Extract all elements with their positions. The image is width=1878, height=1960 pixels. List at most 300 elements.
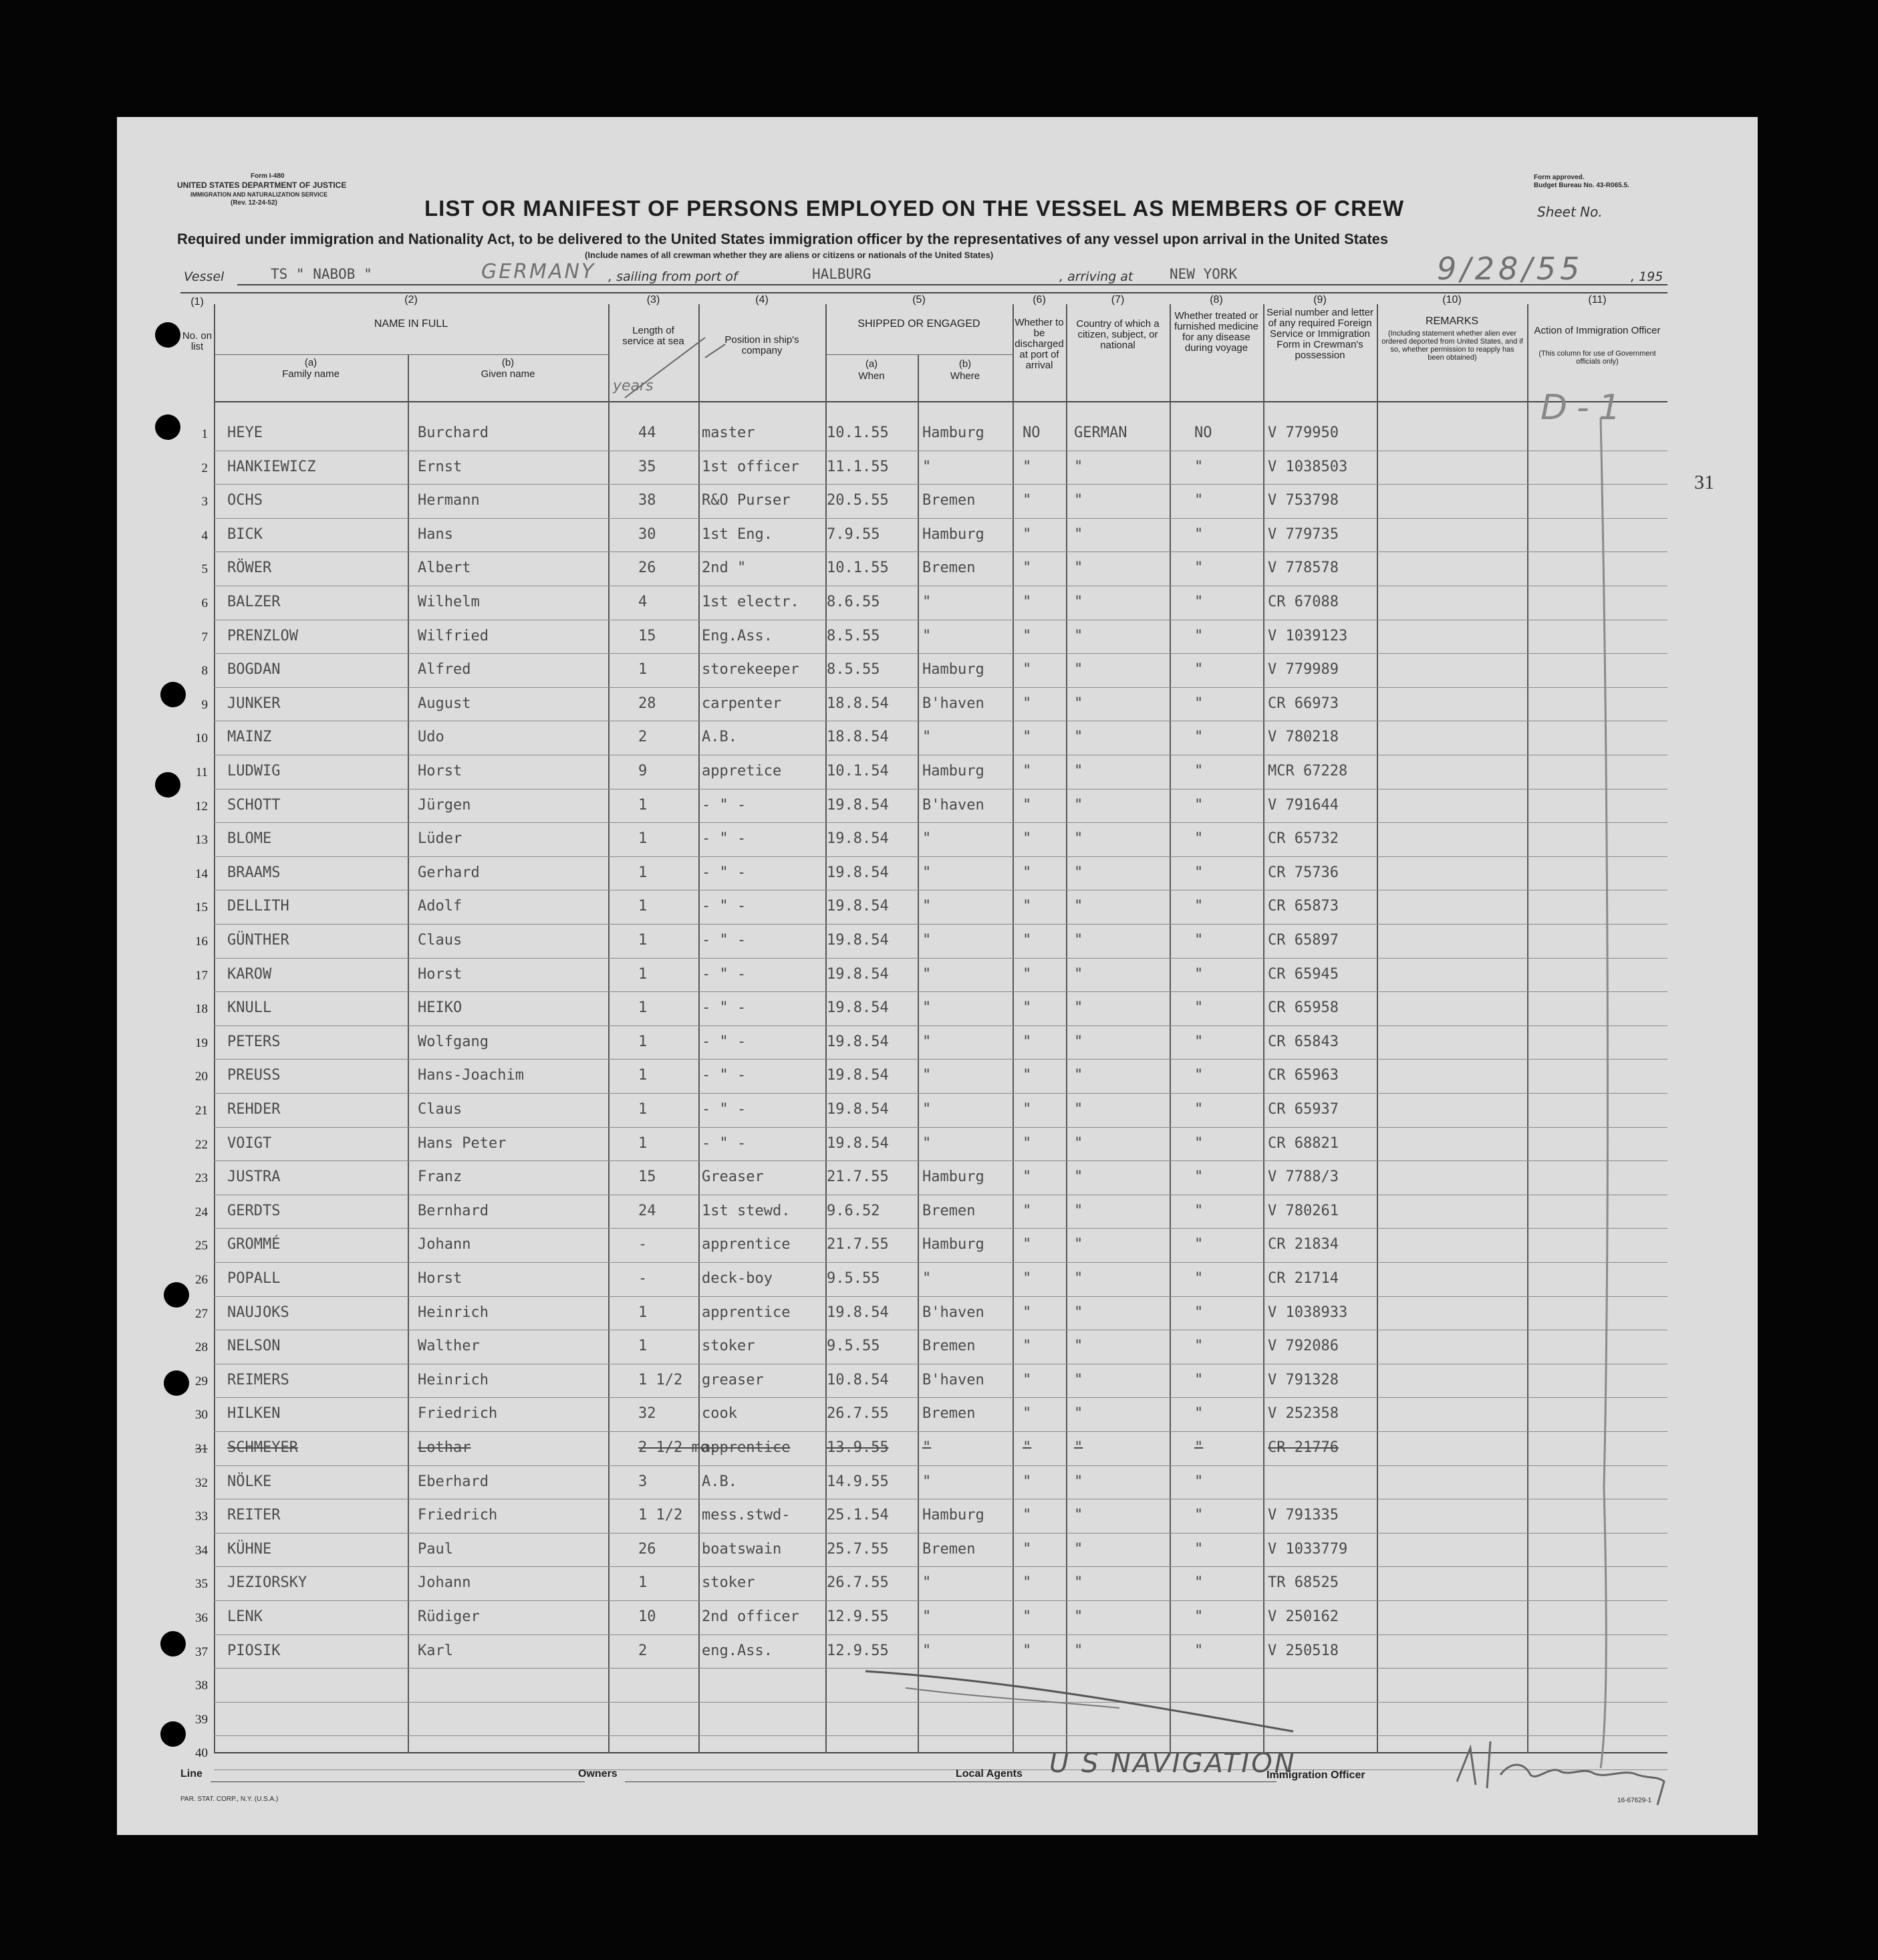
serial-number: CR 21714 (1268, 1270, 1339, 1287)
country: GERMAN (1074, 424, 1127, 441)
family-name: HEYE (227, 424, 263, 441)
service-length: 28 (638, 695, 656, 712)
family-name: NÖLKE (227, 1473, 272, 1490)
to-be-discharged: " (1023, 763, 1032, 779)
engaged-when: 19.8.54 (827, 932, 889, 949)
to-be-discharged: " (1023, 729, 1032, 746)
row-number: 36 (195, 1611, 208, 1625)
engaged-when: 12.9.55 (827, 1608, 889, 1625)
given-name: Rüdiger (418, 1608, 480, 1625)
service-length: 30 (638, 525, 656, 543)
given-name: Bernhard (418, 1202, 489, 1219)
header-action: Action of Immigration Officer (1534, 325, 1661, 336)
serial-number: CR 68821 (1268, 1134, 1339, 1152)
engaged-when: 19.8.54 (827, 965, 889, 983)
family-name: OCHS (227, 492, 263, 509)
to-be-discharged: " (1023, 864, 1032, 881)
col-num-6: (6) (1033, 294, 1046, 305)
engaged-where: " (922, 1134, 932, 1152)
treated-during-voyage: " (1194, 965, 1204, 983)
engaged-when: 7.9.55 (827, 525, 880, 543)
country: " (1074, 1169, 1083, 1186)
family-name: KAROW (227, 965, 272, 983)
treated-during-voyage: NO (1194, 424, 1212, 441)
departure-port: HALBURG (812, 266, 871, 282)
country: " (1074, 594, 1083, 610)
header-treated: Whether treated or furnished medicine for any disease during voyage (1174, 310, 1258, 354)
country: " (1074, 1405, 1083, 1423)
row-number: 5 (201, 562, 208, 577)
family-name: JUNKER (227, 695, 281, 712)
engaged-when: 13.9.55 (827, 1439, 889, 1456)
sailing-label: , sailing from port of (608, 269, 738, 284)
handwriting-strokes (117, 117, 1758, 1835)
form-subnote: (Include names of all crewman whether they are aliens or citizens or nationals of the United States) (585, 250, 994, 260)
treated-during-voyage: " (1194, 1608, 1204, 1625)
form-code: 16-67629-1 (1617, 1797, 1652, 1804)
treated-during-voyage: " (1194, 661, 1204, 679)
engaged-when: 8.5.55 (827, 661, 880, 679)
serial-number: V 1038933 (1268, 1304, 1348, 1321)
serial-number: CR 65873 (1268, 898, 1339, 915)
family-name: RÖWER (227, 560, 272, 577)
service-length: 3 (638, 1473, 648, 1490)
family-name: GÜNTHER (227, 932, 289, 949)
engaged-when: 10.1.55 (827, 424, 889, 441)
row-number: 31 (195, 1442, 208, 1456)
country: " (1074, 560, 1083, 577)
family-name: LENK (227, 1608, 263, 1625)
family-name: PIOSIK (227, 1642, 281, 1659)
header-discharged: Whether to be discharged at port of arrival (1015, 317, 1064, 371)
given-name: Heinrich (418, 1371, 489, 1388)
service-length: 4 (638, 594, 648, 610)
treated-during-voyage: " (1194, 898, 1204, 915)
treated-during-voyage: " (1194, 763, 1204, 779)
serial-number: V 778578 (1268, 560, 1339, 577)
country: " (1074, 1067, 1083, 1084)
serial-number: CR 65945 (1268, 965, 1339, 983)
engaged-where: Bremen (922, 492, 976, 509)
engaged-when: 19.8.54 (827, 999, 889, 1017)
engaged-when: 26.7.55 (827, 1574, 889, 1592)
position: - " - (702, 932, 747, 949)
col-num-11: (11) (1588, 294, 1607, 305)
given-name: Hermann (418, 492, 480, 509)
treated-during-voyage: " (1194, 932, 1204, 949)
given-name: Karl (418, 1642, 453, 1659)
treated-during-voyage: " (1194, 1270, 1204, 1287)
treated-during-voyage: " (1194, 560, 1204, 577)
position: apprentice (702, 1236, 791, 1253)
country: " (1074, 1101, 1083, 1118)
serial-number: V 779989 (1268, 661, 1339, 679)
to-be-discharged: " (1023, 627, 1032, 644)
family-name: JUSTRA (227, 1169, 281, 1186)
given-name: Wilfried (418, 627, 489, 644)
owners-label: Owners (578, 1768, 618, 1780)
service-length: 1 (638, 1304, 648, 1321)
punch-hole (155, 322, 180, 348)
country: " (1074, 1304, 1083, 1321)
row-number: 7 (201, 630, 208, 644)
engaged-when: 8.5.55 (827, 627, 880, 644)
engaged-where: " (922, 1608, 932, 1625)
engaged-where: " (922, 627, 932, 644)
row-number: 8 (201, 664, 208, 679)
to-be-discharged: " (1023, 525, 1032, 543)
given-name: Johann (418, 1574, 471, 1592)
country: " (1074, 1540, 1083, 1558)
to-be-discharged: " (1023, 830, 1032, 848)
row-number: 34 (195, 1543, 208, 1558)
line-label: Line (180, 1768, 203, 1780)
row-number: 35 (195, 1577, 208, 1592)
row-number: 38 (195, 1679, 208, 1693)
given-name: Johann (418, 1236, 471, 1253)
row-number: 21 (195, 1104, 208, 1118)
to-be-discharged: " (1023, 1169, 1032, 1186)
engaged-where: " (922, 864, 932, 881)
action-mark: D-1 (1540, 388, 1630, 428)
engaged-when: 10.1.54 (827, 763, 889, 779)
punch-hole (160, 1721, 186, 1747)
to-be-discharged: " (1023, 1067, 1032, 1084)
country: " (1074, 1338, 1083, 1355)
family-name: MAINZ (227, 729, 272, 746)
row-number: 39 (195, 1712, 208, 1727)
service-length: 1 1/2 (638, 1507, 683, 1524)
position: boatswain (702, 1540, 782, 1558)
serial-number: V 791328 (1268, 1371, 1339, 1388)
position: 1st officer (702, 458, 799, 475)
engaged-where: " (922, 965, 932, 983)
row-number: 4 (201, 528, 208, 543)
treated-during-voyage: " (1194, 796, 1204, 814)
header-when: When (858, 370, 885, 382)
family-name: SCHMEYER (227, 1439, 298, 1456)
to-be-discharged: " (1023, 1405, 1032, 1423)
country: " (1074, 1270, 1083, 1287)
header-name-in-full: NAME IN FULL (374, 318, 448, 330)
engaged-where: Bremen (922, 1540, 976, 1558)
position: - " - (702, 965, 747, 983)
margin-number: 31 (1694, 471, 1714, 493)
engaged-where: " (922, 1033, 932, 1050)
service-length: 26 (638, 560, 656, 577)
engaged-when: 19.8.54 (827, 864, 889, 881)
row-number: 3 (201, 495, 208, 509)
service-length: 38 (638, 492, 656, 509)
position: - " - (702, 864, 747, 881)
punch-hole (160, 682, 186, 707)
header-no-on-list: No. on list (182, 330, 213, 352)
engaged-where: " (922, 830, 932, 848)
header-length-of-service: Length of service at sea (622, 325, 684, 347)
treated-during-voyage: " (1194, 729, 1204, 746)
given-name: Jürgen (418, 796, 471, 814)
engaged-where: " (922, 999, 932, 1017)
to-be-discharged: " (1023, 999, 1032, 1017)
engaged-when: 19.8.54 (827, 1134, 889, 1152)
family-name: LUDWIG (227, 763, 281, 779)
position: Greaser (702, 1169, 764, 1186)
engaged-where: " (922, 729, 932, 746)
row-number: 12 (195, 799, 208, 814)
country: " (1074, 525, 1083, 543)
serial-number: V 791644 (1268, 796, 1339, 814)
country: " (1074, 898, 1083, 915)
col-num-2: (2) (404, 294, 418, 305)
service-length: 2 (638, 729, 648, 746)
engaged-when: 9.6.52 (827, 1202, 880, 1219)
engaged-when: 10.1.55 (827, 560, 889, 577)
position: - " - (702, 1033, 747, 1050)
service-length: 9 (638, 763, 648, 779)
engaged-when: 9.5.55 (827, 1270, 880, 1287)
treated-during-voyage: " (1194, 1202, 1204, 1219)
family-name: POPALL (227, 1270, 281, 1287)
treated-during-voyage: " (1194, 1304, 1204, 1321)
treated-during-voyage: " (1194, 1236, 1204, 1253)
given-name: Adolf (418, 898, 462, 915)
header-remarks: REMARKS (1425, 316, 1479, 327)
treated-during-voyage: " (1194, 1067, 1204, 1084)
engaged-when: 18.8.54 (827, 729, 889, 746)
engaged-where: " (922, 1642, 932, 1659)
to-be-discharged: " (1023, 1033, 1032, 1050)
form-number: Form I-480 (251, 172, 285, 180)
serial-number: CR 65897 (1268, 932, 1339, 949)
row-number: 13 (195, 833, 208, 848)
to-be-discharged: NO (1023, 424, 1041, 441)
given-name: Friedrich (418, 1507, 498, 1524)
country: " (1074, 999, 1083, 1017)
serial-number: V 791335 (1268, 1507, 1339, 1524)
to-be-discharged: " (1023, 1101, 1032, 1118)
given-name: Horst (418, 965, 462, 983)
family-name: REIMERS (227, 1371, 289, 1388)
country: " (1074, 627, 1083, 644)
serial-number: V 7788/3 (1268, 1169, 1339, 1186)
engaged-when: 19.8.54 (827, 1101, 889, 1118)
family-name: BOGDAN (227, 661, 281, 679)
country: " (1074, 458, 1083, 475)
serial-number: CR 65843 (1268, 1033, 1339, 1050)
given-name: Lothar (418, 1439, 471, 1456)
service-name: IMMIGRATION AND NATURALIZATION SERVICE (190, 191, 327, 198)
family-name: BLOME (227, 830, 272, 848)
country: " (1074, 695, 1083, 712)
service-length: 1 (638, 1033, 648, 1050)
to-be-discharged: " (1023, 1574, 1032, 1592)
given-name: Franz (418, 1169, 462, 1186)
family-name: KÜHNE (227, 1540, 272, 1558)
header-where: Where (950, 370, 980, 382)
to-be-discharged: " (1023, 1473, 1032, 1490)
to-be-discharged: " (1023, 492, 1032, 509)
given-name: Albert (418, 560, 471, 577)
treated-during-voyage: " (1194, 1574, 1204, 1592)
vessel-label: Vessel (184, 269, 225, 284)
row-number: 9 (201, 697, 208, 712)
position: eng.Ass. (702, 1642, 773, 1659)
service-length: 24 (638, 1202, 656, 1219)
position: greaser (702, 1371, 764, 1388)
header-given-letter: (b) (501, 357, 515, 368)
form-approved: Form approved. (1534, 174, 1585, 181)
serial-number: CR 21776 (1268, 1439, 1339, 1456)
position: - " - (702, 999, 747, 1017)
engaged-where: " (922, 1067, 932, 1084)
to-be-discharged: " (1023, 1371, 1032, 1388)
serial-number: CR 66973 (1268, 695, 1339, 712)
position: 2nd officer (702, 1608, 799, 1625)
col-num-3: (3) (646, 294, 660, 305)
country: " (1074, 1642, 1083, 1659)
engaged-when: 21.7.55 (827, 1236, 889, 1253)
service-length: 1 (638, 1067, 648, 1084)
punch-hole (160, 1631, 186, 1657)
treated-during-voyage: " (1194, 1033, 1204, 1050)
engaged-where: B'haven (922, 1304, 984, 1321)
col-num-7: (7) (1111, 294, 1125, 305)
engaged-when: 10.8.54 (827, 1371, 889, 1388)
position: Eng.Ass. (702, 627, 773, 644)
given-name: Ernst (418, 458, 462, 475)
row-number: 22 (195, 1137, 208, 1152)
treated-during-voyage: " (1194, 1507, 1204, 1524)
serial-number: CR 65958 (1268, 999, 1339, 1017)
treated-during-voyage: " (1194, 830, 1204, 848)
engaged-when: 12.9.55 (827, 1642, 889, 1659)
row-number: 20 (195, 1070, 208, 1084)
engaged-when: 25.1.54 (827, 1507, 889, 1524)
row-number: 10 (195, 731, 208, 746)
treated-during-voyage: " (1194, 1169, 1204, 1186)
serial-number: CR 67088 (1268, 594, 1339, 610)
given-name: Horst (418, 763, 462, 779)
to-be-discharged: " (1023, 1270, 1032, 1287)
position: stoker (702, 1574, 755, 1592)
position: - " - (702, 898, 747, 915)
service-length: 44 (638, 424, 656, 441)
service-length: 1 (638, 965, 648, 983)
treated-during-voyage: " (1194, 999, 1204, 1017)
row-number: 33 (195, 1509, 208, 1524)
position: stoker (702, 1338, 755, 1355)
to-be-discharged: " (1023, 1439, 1032, 1456)
to-be-discharged: " (1023, 898, 1032, 915)
treated-during-voyage: " (1194, 695, 1204, 712)
service-length: 2 1/2 mo. (638, 1439, 718, 1456)
serial-number: V 792086 (1268, 1338, 1339, 1355)
serial-number: CR 21834 (1268, 1236, 1339, 1253)
treated-during-voyage: " (1194, 1540, 1204, 1558)
row-number: 14 (195, 866, 208, 881)
given-name: Alfred (418, 661, 471, 679)
country: " (1074, 1202, 1083, 1219)
service-length: 1 (638, 661, 648, 679)
family-name: PRENZLOW (227, 627, 298, 644)
family-name: GROMMÉ (227, 1236, 281, 1253)
to-be-discharged: " (1023, 796, 1032, 814)
engaged-where: " (922, 458, 932, 475)
service-length: 1 (638, 1101, 648, 1118)
family-name: PETERS (227, 1033, 281, 1050)
budget-bureau: Budget Bureau No. 43-R065.5. (1534, 182, 1629, 189)
punch-hole (155, 414, 180, 440)
position: R&O Purser (702, 492, 791, 509)
engaged-where: Bremen (922, 1405, 976, 1423)
country: " (1074, 1134, 1083, 1152)
family-name: SCHOTT (227, 796, 281, 814)
vessel-name: TS " NABOB " (271, 266, 372, 282)
to-be-discharged: " (1023, 560, 1032, 577)
position: - " - (702, 1101, 747, 1118)
position: - " - (702, 1067, 747, 1084)
family-name: VOIGT (227, 1134, 272, 1152)
treated-during-voyage: " (1194, 1134, 1204, 1152)
manifest-sheet (117, 117, 1758, 1835)
country: " (1074, 492, 1083, 509)
row-number: 2 (201, 461, 208, 475)
arrival-date-handwritten: 9/28/55 (1437, 251, 1584, 287)
given-name: Wolfgang (418, 1033, 489, 1050)
serial-number: V 1039123 (1268, 627, 1348, 644)
to-be-discharged: " (1023, 1236, 1032, 1253)
serial-number: V 780261 (1268, 1202, 1339, 1219)
country: " (1074, 1608, 1083, 1625)
serial-number: V 250518 (1268, 1642, 1339, 1659)
row-number: 17 (195, 968, 208, 983)
serial-number: TR 68525 (1268, 1574, 1339, 1592)
treated-during-voyage: " (1194, 1371, 1204, 1388)
country: " (1074, 864, 1083, 881)
engaged-where: Bremen (922, 560, 976, 577)
treated-during-voyage: " (1194, 458, 1204, 475)
serial-number: V 779950 (1268, 424, 1339, 441)
service-length: 26 (638, 1540, 656, 1558)
service-length: 1 (638, 898, 648, 915)
engaged-when: 21.7.55 (827, 1169, 889, 1186)
engaged-when: 11.1.55 (827, 458, 889, 475)
country: " (1074, 1371, 1083, 1388)
given-name: Friedrich (418, 1405, 498, 1423)
row-number: 37 (195, 1644, 208, 1659)
row-number: 1 (201, 427, 208, 441)
service-length: 1 (638, 932, 648, 949)
row-number: 26 (195, 1273, 208, 1287)
revision: (Rev. 12-24-52) (231, 199, 277, 207)
treated-during-voyage: " (1194, 525, 1204, 543)
serial-number: V 753798 (1268, 492, 1339, 509)
header-action-note: (This column for use of Government officials only) (1538, 350, 1656, 366)
punch-hole (164, 1282, 189, 1308)
punch-hole (164, 1370, 189, 1396)
to-be-discharged: " (1023, 1642, 1032, 1659)
row-number: 15 (195, 900, 208, 915)
engaged-when: 19.8.54 (827, 1067, 889, 1084)
country: " (1074, 830, 1083, 848)
header-family-letter: (a) (304, 357, 317, 368)
row-number: 40 (195, 1746, 208, 1761)
serial-number: CR 75736 (1268, 864, 1339, 881)
serial-number: CR 65937 (1268, 1101, 1339, 1118)
given-name: Gerhard (418, 864, 480, 881)
position: 1st Eng. (702, 525, 773, 543)
position: appretice (702, 763, 782, 779)
